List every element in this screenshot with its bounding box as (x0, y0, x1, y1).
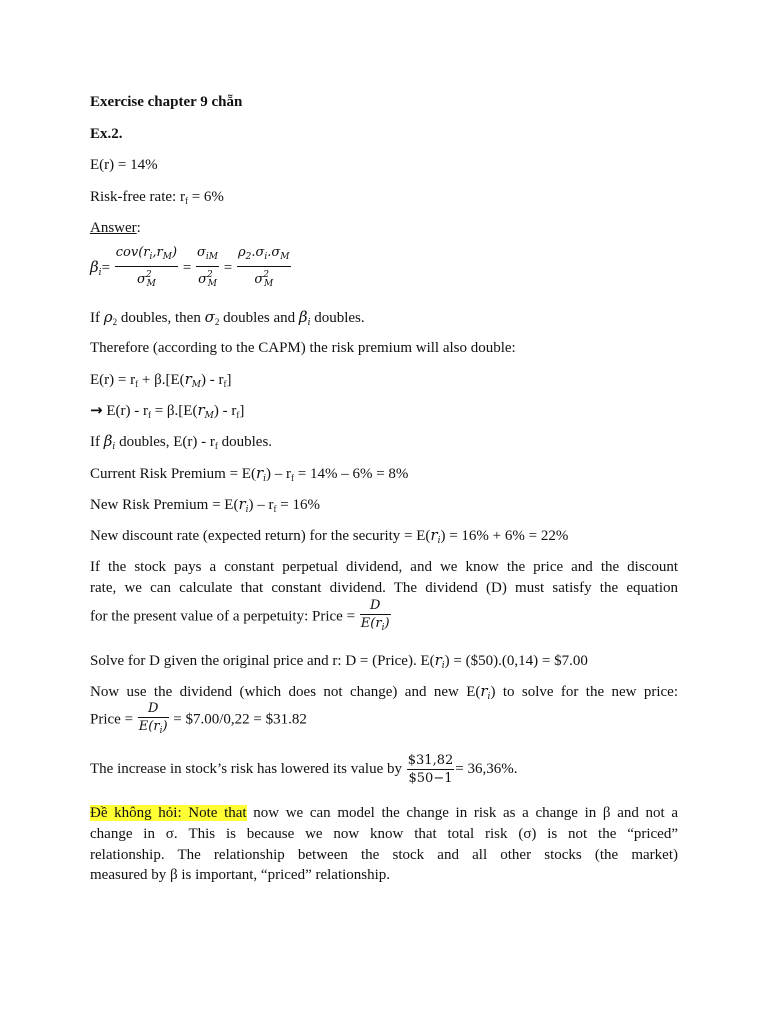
therefore-line: Therefore (according to the CAPM) the risk premium will also double: (90, 340, 516, 356)
solve-for-dividend: Solve for D given the original price and r: D = (Price). $E(r_i)$ = ($50).(0,14) = $7.00 (90, 651, 588, 671)
perpetuity-paragraph-line-1: If the stock pays a constant perpetual dividend, and we know the price and the discount (90, 559, 678, 575)
new-risk-premium: New Risk Premium = $E(r_i) - r_f = 16\%$ (90, 495, 320, 515)
capm-rearranged: → $E(r) - r_f = \beta.[E(r_M) - r_f]$ (90, 401, 245, 421)
now-use-dividend: Now use the dividend (which does not change) and new $E(r_i)$ to solve for the new price: (90, 682, 678, 702)
new-price-fraction: $\frac{D}{E(r_i)}$ (138, 701, 168, 736)
if-rho-doubles: If $\rho_2$ doubles, then $\sigma_2$ doubles and $\beta_i$ doubles. (90, 308, 365, 328)
beta-formula: $\beta_i=$ $\frac{cov(r_i,r_M)}{\sigma^2_M}$ = $\frac{\sigma_{iM}}{\sigma^2_M}$ = $\frac{\rho_2.\sigma_i.\sigma_M}{\sigma^2_M}$ (90, 244, 292, 293)
note-line-2: change in σ. This is because we now know that total risk (σ) is not the “priced” (90, 826, 678, 842)
note-line-1: Đề không hỏi: Note that now we can model the change in risk as a change in β and not a (90, 805, 678, 821)
right-arrow-icon: → (90, 401, 103, 419)
new-price-formula: Price = $\frac{D}{E(r_i)}$ = $7.00/0,22 = $31.82 (90, 700, 307, 740)
note-line-3: relationship. The relationship between the stock and all other stocks (the market) (90, 847, 678, 863)
current-risk-premium: Current Risk Premium = $E(r_i) - r_f = 14\% - 6\% = 8\%$ (90, 464, 409, 484)
beta-fraction-cov: $\frac{cov(r_i,r_M)}{\sigma^2_M}$ (115, 245, 178, 289)
beta-fraction-sigma: $\frac{\sigma_{iM}}{\sigma^2_M}$ (197, 245, 219, 289)
price-fraction: $\frac{D}{E(r_i)}$ (360, 598, 390, 633)
perpetuity-paragraph-line-2: rate, we can calculate that constant dividend. The dividend (D) must satisfy the equation (90, 580, 678, 596)
given-risk-free-rate: Risk-free rate: $r_f = 6\%$ (90, 189, 224, 206)
perpetuity-formula-line: for the present value of a perpetuity: Price = $\frac{D}{E(r_i)}$ (90, 597, 392, 637)
value-decrease-line: The increase in stock’s risk has lowered its value by $\frac{\$31,82}{\$50-1}$ = 36,36%. (90, 753, 518, 786)
given-expected-return: E(r) = 14% (90, 157, 158, 173)
capm-equation: $E(r) = r_f + \beta.[E(r_M) - r_f]$ (90, 370, 232, 390)
highlighted-note: Đề không hỏi: Note that (90, 805, 247, 821)
if-beta-doubles: If $\beta_i$ doubles, $E(r) - r_f$ doubles. (90, 432, 273, 452)
value-decrease-fraction: $\frac{\$31,82}{\$50-1}$ (407, 753, 454, 786)
document-title: Exercise chapter 9 chẵn (90, 94, 243, 110)
exercise-label: Ex.2. (90, 126, 123, 142)
beta-fraction-rho: $\frac{\rho_2.\sigma_i.\sigma_M}{\sigma^2_M}$ (237, 245, 290, 289)
new-discount-rate: New discount rate (expected return) for the security = $E(r_i) = 16\% + 6\% = 22\%$ (90, 526, 569, 546)
answer-heading: Answer: (90, 220, 141, 236)
note-line-4: measured by β is important, “priced” relationship. (90, 867, 391, 883)
